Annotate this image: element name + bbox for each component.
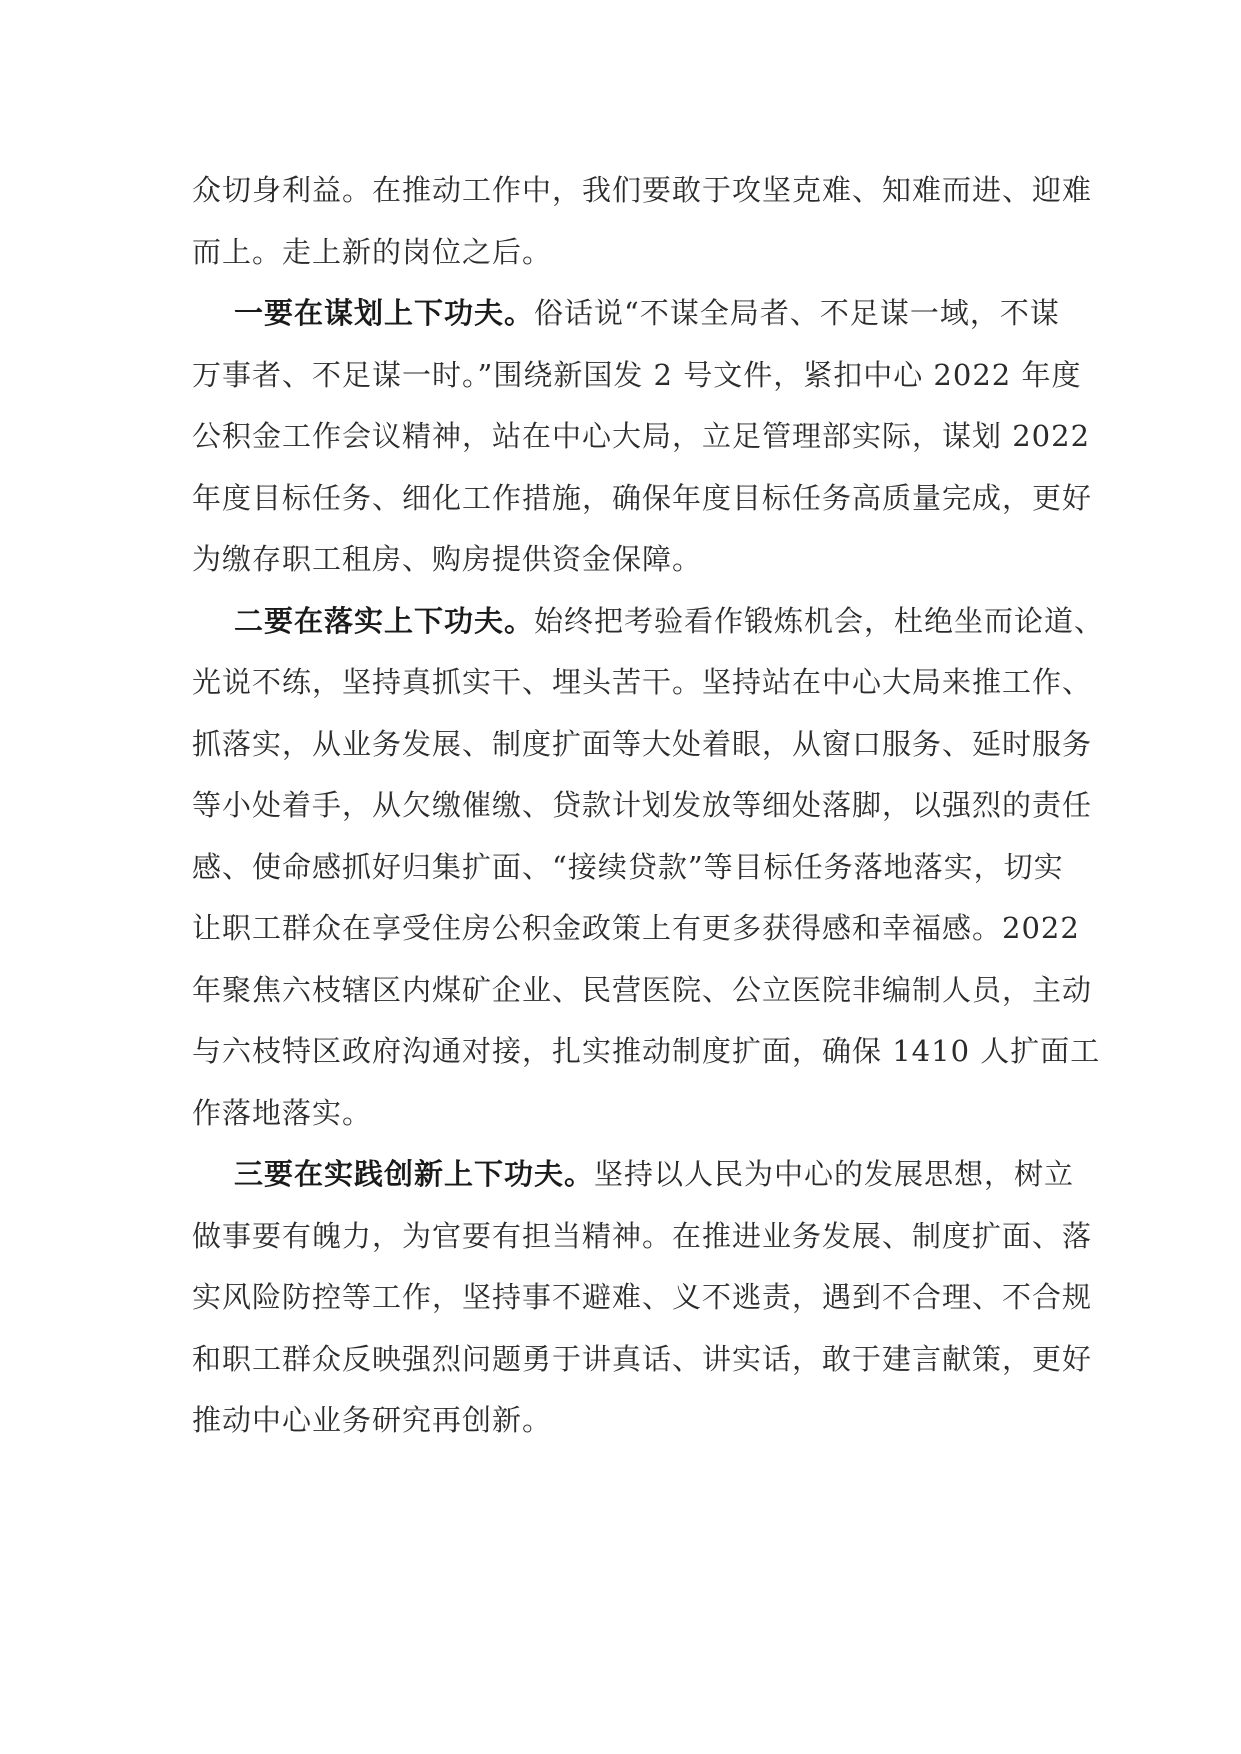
text-line: 年聚焦六枝辖区内煤矿企业、民营医院、公立医院非编制人员，主动 bbox=[192, 972, 1093, 1007]
text-line bbox=[192, 1144, 1075, 1206]
text-line: 万事者、不足谋一时。”围绕新国发 2 号文件，紧扣中心 2022 年度 bbox=[192, 357, 1082, 392]
paragraph-planning bbox=[192, 283, 1093, 591]
text-line: 让职工群众在享受住房公积金政策上有更多获得感和幸福感。2022 bbox=[192, 911, 1080, 945]
paragraph-implementation bbox=[192, 591, 1105, 1145]
text-line: 实风险防控等工作，坚持事不避难、义不逃责，遇到不合理、不合规 bbox=[192, 1280, 1093, 1314]
paragraph-lead-heading: 一要在谋划上下功夫。 bbox=[234, 296, 535, 330]
text-line: 众切身利益。在推动工作中，我们要敢于攻坚克难、知难而进、迎难 bbox=[192, 173, 1093, 207]
text-line bbox=[192, 591, 1105, 653]
paragraph-innovation bbox=[192, 1144, 1093, 1452]
paragraph-text: 俗话说“不谋全局者、不足谋一域，不谋 bbox=[534, 296, 1060, 330]
paragraph-lead-heading: 三要在实践创新上下功夫。 bbox=[234, 1157, 595, 1191]
paragraph-text: 坚持以人民为中心的发展思想，树立 bbox=[594, 1157, 1075, 1191]
text-line: 推动中心业务研究再创新。 bbox=[192, 1403, 553, 1437]
text-line: 公积金工作会议精神，站在中心大局，立足管理部实际，谋划 2022 bbox=[192, 419, 1091, 453]
text-line bbox=[192, 283, 1062, 345]
text-line: 等小处着手，从欠缴催缴、贷款计划发放等细处落脚，以强烈的责任 bbox=[192, 788, 1093, 822]
text-line: 与六枝特区政府沟通对接，扎实推动制度扩面，确保 1410 人扩面工 bbox=[192, 1034, 1101, 1068]
text-line: 感、使命感抓好归集扩面、“接续贷款”等目标任务落地落实，切实 bbox=[192, 849, 1064, 884]
text-line: 光说不练，坚持真抓实干、埋头苦干。坚持站在中心大局来推工作、 bbox=[192, 665, 1093, 699]
text-line: 做事要有魄力，为官要有担当精神。在推进业务发展、制度扩面、落 bbox=[192, 1218, 1093, 1253]
document-body bbox=[192, 160, 1105, 1452]
text-line: 抓落实，从业务发展、制度扩面等大处着眼，从窗口服务、延时服务 bbox=[192, 726, 1093, 761]
paragraph-text: 始终把考验看作锻炼机会，杜绝坐而论道、 bbox=[534, 603, 1105, 638]
text-line: 年度目标任务、细化工作措施，确保年度目标任务高质量完成，更好 bbox=[192, 480, 1093, 515]
text-line: 作落地落实。 bbox=[192, 1095, 373, 1130]
paragraph-intro bbox=[192, 160, 1093, 283]
paragraph-lead-heading: 二要在落实上下功夫。 bbox=[234, 603, 535, 638]
text-line: 而上。走上新的岗位之后。 bbox=[192, 234, 553, 269]
text-line: 为缴存职工租房、购房提供资金保障。 bbox=[192, 542, 703, 576]
text-line: 和职工群众反映强烈问题勇于讲真话、讲实话，敢于建言献策，更好 bbox=[192, 1341, 1093, 1376]
